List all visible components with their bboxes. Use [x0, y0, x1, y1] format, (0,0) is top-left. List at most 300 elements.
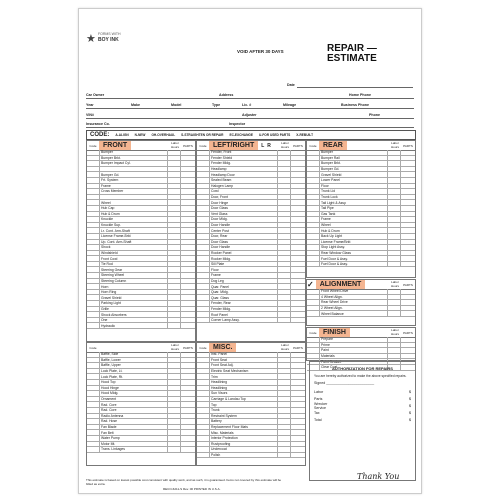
labor-cell[interactable]	[167, 312, 180, 317]
code-cell[interactable]	[197, 228, 210, 233]
parts-cell[interactable]	[290, 397, 305, 402]
code-cell[interactable]	[307, 223, 320, 228]
code-cell[interactable]	[197, 301, 210, 306]
code-cell[interactable]	[307, 245, 320, 250]
code-cell[interactable]	[197, 408, 210, 413]
labor-cell[interactable]	[277, 245, 290, 250]
labor-cell[interactable]	[387, 206, 400, 211]
code-cell[interactable]	[87, 273, 100, 278]
code-cell[interactable]	[197, 374, 210, 379]
code-cell[interactable]	[197, 453, 210, 458]
labor-cell[interactable]	[387, 240, 400, 245]
parts-cell[interactable]	[180, 323, 195, 328]
code-cell[interactable]	[307, 184, 320, 189]
parts-cell[interactable]	[400, 234, 415, 239]
code-cell[interactable]	[87, 380, 100, 385]
labor-cell[interactable]	[167, 408, 180, 413]
parts-cell[interactable]	[400, 156, 415, 161]
labor-cell[interactable]	[167, 161, 180, 166]
code-cell[interactable]	[307, 206, 320, 211]
parts-cell[interactable]	[290, 223, 305, 228]
parts-cell[interactable]	[180, 195, 195, 200]
labor-cell[interactable]	[277, 279, 290, 284]
code-cell[interactable]	[197, 184, 210, 189]
labor-cell[interactable]	[167, 301, 180, 306]
parts-cell[interactable]	[400, 295, 415, 300]
parts-cell[interactable]	[290, 419, 305, 424]
parts-cell[interactable]	[180, 430, 195, 435]
labor-cell[interactable]	[387, 223, 400, 228]
parts-cell[interactable]	[290, 234, 305, 239]
parts-cell[interactable]	[180, 442, 195, 447]
parts-cell[interactable]	[290, 369, 305, 374]
parts-cell[interactable]	[180, 386, 195, 391]
labor-cell[interactable]	[387, 354, 400, 359]
vin-line[interactable]	[86, 118, 414, 119]
parts-cell[interactable]	[180, 380, 195, 385]
labor-cell[interactable]	[167, 380, 180, 385]
parts-cell[interactable]	[180, 178, 195, 183]
code-cell[interactable]	[87, 184, 100, 189]
parts-cell[interactable]	[290, 251, 305, 256]
parts-cell[interactable]	[180, 290, 195, 295]
code-cell[interactable]	[307, 167, 320, 172]
labor-cell[interactable]	[167, 178, 180, 183]
code-cell[interactable]	[307, 300, 320, 305]
code-cell[interactable]	[307, 311, 320, 316]
parts-cell[interactable]	[290, 374, 305, 379]
labor-cell[interactable]	[277, 256, 290, 261]
labor-cell[interactable]	[277, 217, 290, 222]
parts-cell[interactable]	[290, 402, 305, 407]
code-cell[interactable]	[307, 189, 320, 194]
labor-cell[interactable]	[167, 212, 180, 217]
code-cell[interactable]	[197, 425, 210, 430]
parts-cell[interactable]	[180, 295, 195, 300]
parts-cell[interactable]	[180, 240, 195, 245]
labor-cell[interactable]	[167, 414, 180, 419]
code-cell[interactable]	[87, 195, 100, 200]
labor-cell[interactable]	[387, 348, 400, 353]
labor-cell[interactable]	[277, 414, 290, 419]
labor-cell[interactable]	[277, 267, 290, 272]
code-cell[interactable]	[87, 430, 100, 435]
labor-cell[interactable]	[167, 386, 180, 391]
total-row-labor[interactable]	[314, 388, 411, 395]
code-cell[interactable]	[307, 348, 320, 353]
parts-cell[interactable]	[290, 279, 305, 284]
labor-cell[interactable]	[387, 262, 400, 267]
labor-cell[interactable]	[167, 245, 180, 250]
labor-cell[interactable]	[277, 425, 290, 430]
parts-cell[interactable]	[180, 402, 195, 407]
labor-cell[interactable]	[387, 178, 400, 183]
parts-cell[interactable]	[290, 425, 305, 430]
parts-cell[interactable]	[400, 195, 415, 200]
labor-cell[interactable]	[277, 374, 290, 379]
code-cell[interactable]	[87, 391, 100, 396]
labor-cell[interactable]	[167, 267, 180, 272]
code-cell[interactable]	[197, 380, 210, 385]
labor-cell[interactable]	[277, 442, 290, 447]
labor-cell[interactable]	[387, 300, 400, 305]
labor-cell[interactable]	[277, 178, 290, 183]
code-cell[interactable]	[197, 195, 210, 200]
labor-cell[interactable]	[277, 189, 290, 194]
labor-cell[interactable]	[277, 453, 290, 458]
code-cell[interactable]	[87, 267, 100, 272]
labor-cell[interactable]	[387, 150, 400, 155]
labor-cell[interactable]	[277, 284, 290, 289]
labor-cell[interactable]	[167, 430, 180, 435]
code-cell[interactable]	[307, 172, 320, 177]
parts-cell[interactable]	[180, 223, 195, 228]
labor-cell[interactable]	[167, 279, 180, 284]
insurance-line[interactable]	[86, 127, 414, 128]
code-cell[interactable]	[87, 425, 100, 430]
parts-cell[interactable]	[180, 391, 195, 396]
parts-cell[interactable]	[290, 436, 305, 441]
parts-cell[interactable]	[180, 273, 195, 278]
code-cell[interactable]	[87, 312, 100, 317]
labor-cell[interactable]	[277, 206, 290, 211]
code-cell[interactable]	[87, 245, 100, 250]
code-cell[interactable]	[87, 189, 100, 194]
parts-cell[interactable]	[290, 200, 305, 205]
parts-cell[interactable]	[400, 245, 415, 250]
parts-cell[interactable]	[180, 256, 195, 261]
code-cell[interactable]	[87, 295, 100, 300]
table-row[interactable]	[197, 453, 305, 459]
code-cell[interactable]	[197, 402, 210, 407]
code-cell[interactable]	[307, 262, 320, 267]
code-cell[interactable]	[87, 397, 100, 402]
code-cell[interactable]	[87, 284, 100, 289]
parts-cell[interactable]	[180, 284, 195, 289]
code-cell[interactable]	[307, 354, 320, 359]
parts-cell[interactable]	[290, 295, 305, 300]
labor-cell[interactable]	[387, 251, 400, 256]
parts-cell[interactable]	[180, 245, 195, 250]
code-cell[interactable]	[197, 352, 210, 357]
code-cell[interactable]	[197, 363, 210, 368]
parts-cell[interactable]	[290, 150, 305, 155]
parts-cell[interactable]	[400, 256, 415, 261]
code-cell[interactable]	[197, 307, 210, 312]
parts-cell[interactable]	[180, 363, 195, 368]
code-cell[interactable]	[87, 290, 100, 295]
labor-cell[interactable]	[277, 161, 290, 166]
labor-cell[interactable]	[277, 307, 290, 312]
parts-cell[interactable]	[290, 307, 305, 312]
labor-cell[interactable]	[167, 290, 180, 295]
labor-cell[interactable]	[167, 425, 180, 430]
parts-cell[interactable]	[180, 267, 195, 272]
parts-cell[interactable]	[290, 386, 305, 391]
parts-cell[interactable]	[290, 245, 305, 250]
code-cell[interactable]	[197, 436, 210, 441]
code-cell[interactable]	[197, 358, 210, 363]
code-cell[interactable]	[87, 323, 100, 328]
labor-cell[interactable]	[167, 172, 180, 177]
labor-cell[interactable]	[277, 312, 290, 317]
parts-cell[interactable]	[180, 184, 195, 189]
table-row[interactable]	[307, 262, 415, 268]
code-cell[interactable]	[307, 343, 320, 348]
parts-cell[interactable]	[290, 256, 305, 261]
parts-cell[interactable]	[400, 262, 415, 267]
parts-cell[interactable]	[290, 189, 305, 194]
code-cell[interactable]	[87, 279, 100, 284]
labor-cell[interactable]	[167, 295, 180, 300]
code-cell[interactable]	[307, 337, 320, 342]
parts-cell[interactable]	[180, 150, 195, 155]
code-cell[interactable]	[307, 217, 320, 222]
labor-cell[interactable]	[167, 363, 180, 368]
code-cell[interactable]	[307, 200, 320, 205]
parts-cell[interactable]	[180, 397, 195, 402]
parts-cell[interactable]	[400, 161, 415, 166]
parts-cell[interactable]	[290, 318, 305, 323]
parts-cell[interactable]	[180, 228, 195, 233]
labor-cell[interactable]	[387, 311, 400, 316]
labor-cell[interactable]	[277, 273, 290, 278]
code-cell[interactable]	[87, 251, 100, 256]
code-cell[interactable]	[87, 150, 100, 155]
parts-cell[interactable]	[400, 172, 415, 177]
owner-line[interactable]	[86, 98, 414, 99]
labor-cell[interactable]	[387, 217, 400, 222]
labor-cell[interactable]	[167, 352, 180, 357]
parts-cell[interactable]	[180, 279, 195, 284]
table-row[interactable]	[87, 323, 195, 329]
parts-cell[interactable]	[180, 212, 195, 217]
code-cell[interactable]	[197, 284, 210, 289]
labor-cell[interactable]	[167, 442, 180, 447]
labor-cell[interactable]	[277, 391, 290, 396]
labor-cell[interactable]	[167, 284, 180, 289]
code-cell[interactable]	[197, 267, 210, 272]
parts-cell[interactable]	[180, 262, 195, 267]
code-cell[interactable]	[197, 419, 210, 424]
code-cell[interactable]	[197, 240, 210, 245]
code-cell[interactable]	[307, 212, 320, 217]
parts-cell[interactable]	[400, 354, 415, 359]
parts-cell[interactable]	[180, 167, 195, 172]
parts-cell[interactable]	[290, 284, 305, 289]
table-row[interactable]	[87, 447, 195, 453]
labor-cell[interactable]	[167, 262, 180, 267]
labor-cell[interactable]	[167, 391, 180, 396]
code-cell[interactable]	[307, 195, 320, 200]
labor-cell[interactable]	[277, 352, 290, 357]
code-cell[interactable]	[197, 178, 210, 183]
parts-cell[interactable]	[400, 228, 415, 233]
code-cell[interactable]	[197, 206, 210, 211]
labor-cell[interactable]	[167, 447, 180, 452]
parts-cell[interactable]	[290, 430, 305, 435]
labor-cell[interactable]	[167, 358, 180, 363]
labor-cell[interactable]	[387, 337, 400, 342]
labor-cell[interactable]	[277, 402, 290, 407]
parts-cell[interactable]	[400, 150, 415, 155]
labor-cell[interactable]	[387, 167, 400, 172]
parts-cell[interactable]	[180, 408, 195, 413]
labor-cell[interactable]	[167, 256, 180, 261]
labor-cell[interactable]	[277, 251, 290, 256]
labor-cell[interactable]	[277, 200, 290, 205]
parts-cell[interactable]	[180, 358, 195, 363]
code-cell[interactable]	[197, 386, 210, 391]
code-cell[interactable]	[197, 391, 210, 396]
labor-cell[interactable]	[167, 223, 180, 228]
signature-field[interactable]: Signed ________________________	[314, 381, 375, 385]
parts-cell[interactable]	[180, 200, 195, 205]
code-cell[interactable]	[197, 442, 210, 447]
table-row[interactable]	[197, 318, 305, 324]
code-cell[interactable]	[307, 295, 320, 300]
parts-cell[interactable]	[180, 161, 195, 166]
labor-cell[interactable]	[277, 318, 290, 323]
code-cell[interactable]	[307, 251, 320, 256]
parts-cell[interactable]	[290, 447, 305, 452]
code-cell[interactable]	[87, 442, 100, 447]
labor-cell[interactable]	[277, 436, 290, 441]
parts-cell[interactable]	[400, 240, 415, 245]
parts-cell[interactable]	[400, 217, 415, 222]
code-cell[interactable]	[197, 167, 210, 172]
code-cell[interactable]	[307, 150, 320, 155]
code-cell[interactable]	[197, 279, 210, 284]
parts-cell[interactable]	[400, 306, 415, 311]
parts-cell[interactable]	[180, 352, 195, 357]
code-cell[interactable]	[197, 414, 210, 419]
parts-cell[interactable]	[400, 212, 415, 217]
labor-cell[interactable]	[387, 200, 400, 205]
labor-cell[interactable]	[277, 386, 290, 391]
labor-cell[interactable]	[277, 262, 290, 267]
parts-cell[interactable]	[290, 453, 305, 458]
code-cell[interactable]	[87, 217, 100, 222]
code-cell[interactable]	[197, 156, 210, 161]
code-cell[interactable]	[87, 167, 100, 172]
labor-cell[interactable]	[167, 184, 180, 189]
code-cell[interactable]	[87, 212, 100, 217]
parts-cell[interactable]	[290, 195, 305, 200]
code-cell[interactable]	[87, 301, 100, 306]
parts-cell[interactable]	[180, 234, 195, 239]
labor-cell[interactable]	[167, 273, 180, 278]
code-cell[interactable]	[87, 369, 100, 374]
code-cell[interactable]	[87, 307, 100, 312]
labor-cell[interactable]	[387, 189, 400, 194]
code-cell[interactable]	[307, 228, 320, 233]
parts-cell[interactable]	[290, 273, 305, 278]
code-cell[interactable]	[307, 256, 320, 261]
labor-cell[interactable]	[277, 195, 290, 200]
parts-cell[interactable]	[180, 217, 195, 222]
code-cell[interactable]	[197, 245, 210, 250]
parts-cell[interactable]	[400, 289, 415, 294]
code-cell[interactable]	[197, 172, 210, 177]
parts-cell[interactable]	[290, 391, 305, 396]
parts-cell[interactable]	[180, 425, 195, 430]
labor-cell[interactable]	[387, 212, 400, 217]
date-field[interactable]	[297, 87, 413, 88]
parts-cell[interactable]	[290, 184, 305, 189]
code-cell[interactable]	[307, 234, 320, 239]
code-cell[interactable]	[87, 318, 100, 323]
parts-cell[interactable]	[290, 408, 305, 413]
labor-cell[interactable]	[387, 289, 400, 294]
labor-cell[interactable]	[277, 369, 290, 374]
labor-cell[interactable]	[167, 318, 180, 323]
code-cell[interactable]	[87, 358, 100, 363]
labor-cell[interactable]	[387, 184, 400, 189]
labor-cell[interactable]	[167, 369, 180, 374]
parts-cell[interactable]	[180, 251, 195, 256]
labor-cell[interactable]	[167, 402, 180, 407]
parts-cell[interactable]	[180, 189, 195, 194]
code-cell[interactable]	[197, 223, 210, 228]
parts-cell[interactable]	[290, 172, 305, 177]
code-cell[interactable]	[87, 419, 100, 424]
parts-cell[interactable]	[290, 206, 305, 211]
labor-cell[interactable]	[387, 172, 400, 177]
code-cell[interactable]	[307, 306, 320, 311]
code-cell[interactable]	[197, 312, 210, 317]
code-cell[interactable]	[87, 206, 100, 211]
parts-cell[interactable]	[400, 178, 415, 183]
code-cell[interactable]	[87, 156, 100, 161]
parts-cell[interactable]	[290, 156, 305, 161]
code-cell[interactable]	[87, 363, 100, 368]
labor-cell[interactable]	[277, 295, 290, 300]
code-cell[interactable]	[197, 430, 210, 435]
parts-cell[interactable]	[180, 206, 195, 211]
labor-cell[interactable]	[277, 167, 290, 172]
labor-cell[interactable]	[277, 150, 290, 155]
labor-cell[interactable]	[387, 256, 400, 261]
code-cell[interactable]	[307, 240, 320, 245]
labor-cell[interactable]	[167, 323, 180, 328]
parts-cell[interactable]	[290, 267, 305, 272]
code-cell[interactable]	[197, 318, 210, 323]
code-cell[interactable]	[87, 414, 100, 419]
parts-cell[interactable]	[180, 436, 195, 441]
labor-cell[interactable]	[277, 212, 290, 217]
parts-cell[interactable]	[180, 419, 195, 424]
parts-cell[interactable]	[180, 156, 195, 161]
code-cell[interactable]	[197, 150, 210, 155]
parts-cell[interactable]	[400, 251, 415, 256]
code-cell[interactable]	[87, 386, 100, 391]
labor-cell[interactable]	[277, 301, 290, 306]
labor-cell[interactable]	[387, 195, 400, 200]
code-cell[interactable]	[307, 156, 320, 161]
parts-cell[interactable]	[400, 343, 415, 348]
labor-cell[interactable]	[277, 290, 290, 295]
code-cell[interactable]	[197, 212, 210, 217]
parts-cell[interactable]	[290, 240, 305, 245]
labor-cell[interactable]	[277, 380, 290, 385]
code-cell[interactable]	[197, 256, 210, 261]
parts-cell[interactable]	[290, 178, 305, 183]
parts-cell[interactable]	[290, 212, 305, 217]
code-cell[interactable]	[87, 436, 100, 441]
code-cell[interactable]	[197, 290, 210, 295]
labor-cell[interactable]	[277, 447, 290, 452]
